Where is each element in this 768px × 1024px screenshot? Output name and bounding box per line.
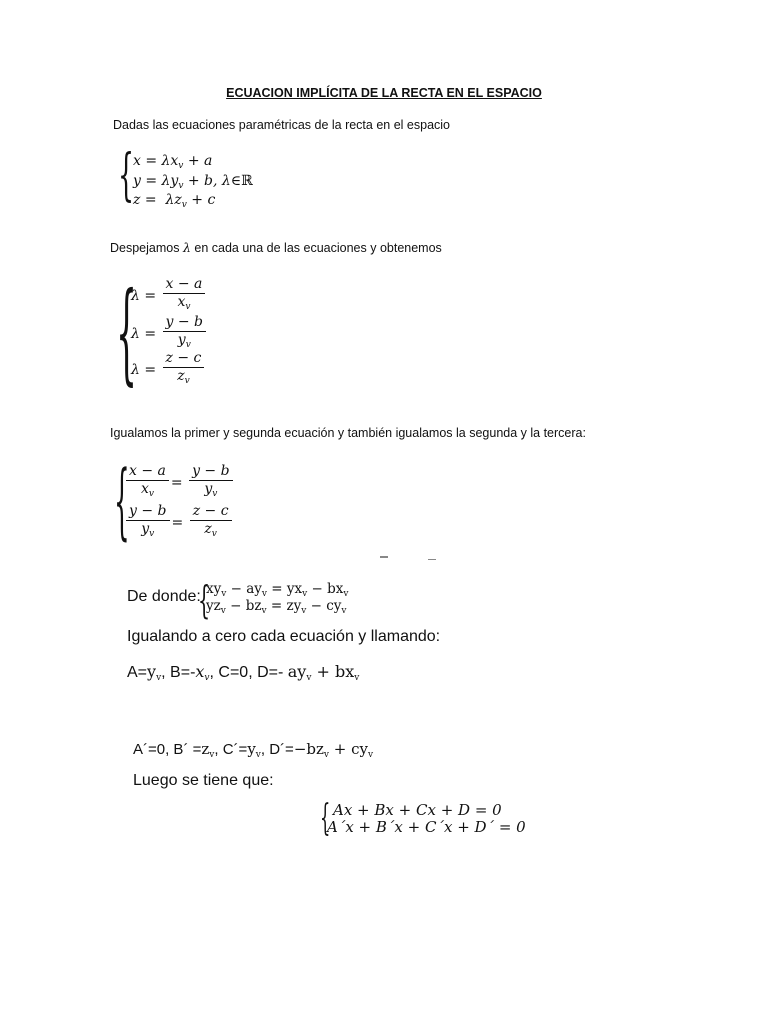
despejamos-text: Despejamos λ en cada una de las ecuaciones y obtenemos bbox=[110, 240, 442, 255]
eq-final-2: A´x + B´x + C´x + D´ = 0 bbox=[327, 818, 526, 836]
igualamos-text: Igualamos la primer y segunda ecuación y también igualamos la segunda y la tercera: bbox=[110, 426, 586, 440]
eq-lambda-x: λ = $\frac{x - a}{x_v}$ bbox=[131, 276, 207, 316]
left-brace: { bbox=[320, 798, 331, 839]
eq-y-param: $y = \lambda y_v + b$, λ∈ℝ bbox=[133, 173, 253, 191]
left-brace: { bbox=[118, 143, 135, 208]
scan-artifact bbox=[380, 556, 388, 558]
document-title: ECUACION IMPLÍCITA DE LA RECTA EN EL ESPACIO bbox=[226, 86, 542, 100]
eq-lambda-z: λ = $\frac{z - c}{z_v}$ bbox=[131, 350, 206, 390]
eq-yz-equal: $\frac{y - b}{y_v}$ = $\frac{z - c}{z_v}$ bbox=[124, 503, 234, 543]
de-donde-label: De donde: bbox=[127, 588, 201, 605]
coefficients-abcd: $A=y_v$, $B=-x_v$, C=0, D=- $ay_v + bx_v$ bbox=[127, 662, 360, 683]
intro-text: Dadas las ecuaciones paramétricas de la recta en el espacio bbox=[113, 118, 450, 132]
eq-x-param: $x = \lambda x_v + a$ bbox=[133, 153, 213, 171]
left-brace: { bbox=[198, 578, 211, 622]
eq-de-donde-2: $yz_v - bz_v = zy_v - cy_v$ bbox=[206, 598, 347, 616]
eq-de-donde-1: $xy_v - ay_v = yx_v - bx_v$ bbox=[206, 581, 349, 599]
scan-artifact bbox=[428, 559, 436, 560]
eq-xy-equal: $\frac{x - a}{x_v}$ = $\frac{y - b}{y_v}$ bbox=[124, 463, 235, 503]
eq-lambda-y: λ = $\frac{y - b}{y_v}$ bbox=[131, 314, 208, 354]
luego-text: Luego se tiene que: bbox=[133, 772, 274, 789]
eq-z-param: $z = \lambda z_v + c$ bbox=[133, 192, 216, 210]
left-brace: { bbox=[116, 268, 137, 396]
left-brace: { bbox=[114, 454, 130, 549]
coefficients-primes: A´=0, B´ $=z_v$, $C´=y_v$, $D´=-bz_v + cy_v$ bbox=[133, 740, 374, 760]
eq-final-1: Ax + Bx + Cx + D = 0 bbox=[333, 801, 502, 819]
igualando-text: Igualando a cero cada ecuación y llamando: bbox=[127, 628, 441, 645]
